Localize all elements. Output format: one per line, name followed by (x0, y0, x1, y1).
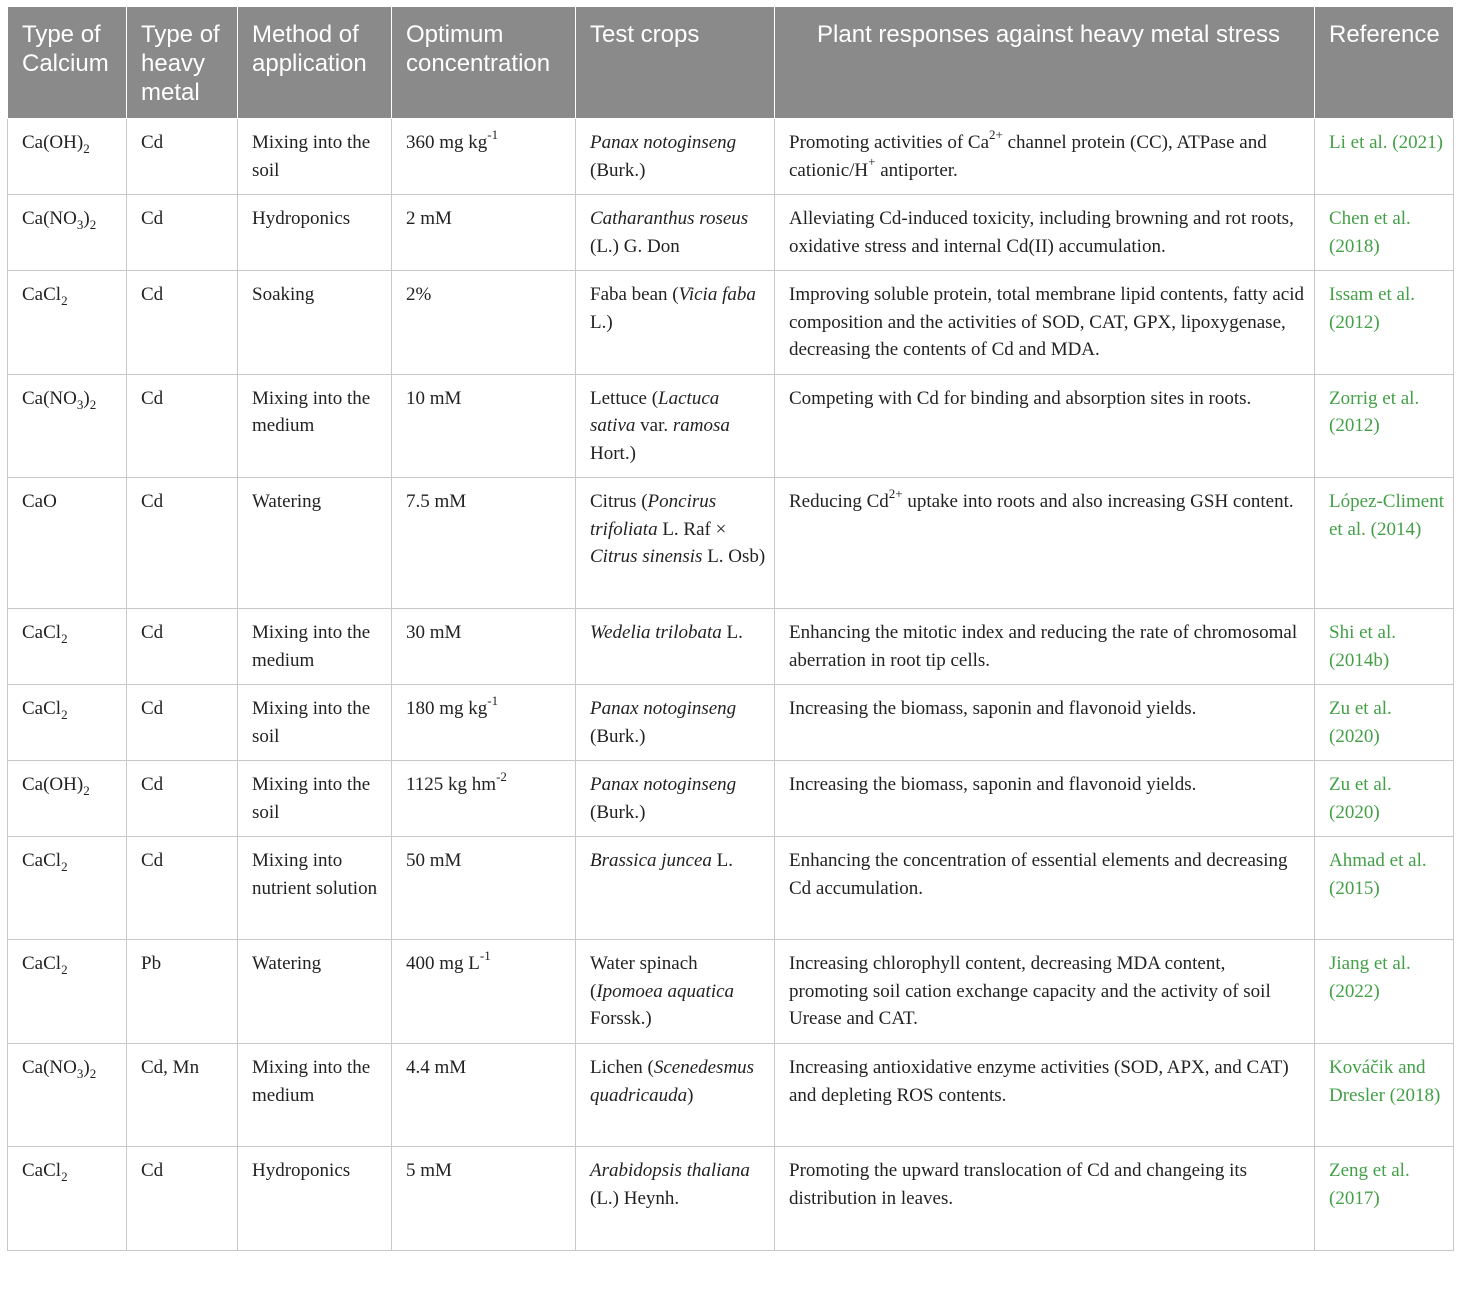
cell-test-crop: Arabidopsis thaliana (L.) Heynh. (576, 1147, 775, 1251)
table-row (8, 374, 1454, 478)
cell-plant-response: Increasing the biomass, saponin and flavonoid yields. (775, 761, 1315, 837)
calcium-heavy-metal-table (7, 7, 1454, 1251)
header-reference: Reference (1315, 7, 1454, 119)
cell-optimum-concentration: 5 mM (392, 1147, 576, 1251)
cell-plant-response: Increasing antioxidative enzyme activities (SOD, APX, and CAT) and depleting ROS contents. (775, 1044, 1315, 1147)
table-row (8, 685, 1454, 761)
table-header-row (8, 7, 1454, 119)
cell-method-of-application: Mixing into the medium (238, 374, 392, 478)
cell-plant-response: Increasing the biomass, saponin and flavonoid yields. (775, 685, 1315, 761)
cell-heavy-metal: Cd (127, 374, 238, 478)
cell-method-of-application: Mixing into the soil (238, 119, 392, 195)
cell-type-of-calcium: CaCl$_2$ (8, 940, 127, 1044)
cell-test-crop: Panax notoginseng (Burk.) (576, 119, 775, 195)
cell-test-crop: Catharanthus roseus (L.) G. Don (576, 195, 775, 271)
cell-method-of-application: Mixing into the medium (238, 609, 392, 685)
cell-test-crop: Wedelia trilobata L. (576, 609, 775, 685)
cell-heavy-metal: Cd, Mn (127, 1044, 238, 1147)
table-row (8, 761, 1454, 837)
cell-method-of-application: Mixing into the medium (238, 1044, 392, 1147)
cell-test-crop: Citrus (Poncirus trifoliata L. Raf × Citrus sinensis L. Osb) (576, 478, 775, 609)
cell-method-of-application: Hydroponics (238, 195, 392, 271)
cell-type-of-calcium: $Ca(NO_3)_2$ (8, 1044, 127, 1147)
header-method-of-application: Method of application (238, 7, 392, 119)
cell-type-of-calcium: CaO (8, 478, 127, 609)
cell-plant-response: Promoting activities of $Ca^{2+}$ channel protein (CC), ATPase and cationic/H+ antiporter. (775, 119, 1315, 195)
cell-test-crop: Lichen (Scenedesmus quadricauda) (576, 1044, 775, 1147)
cell-optimum-concentration: 4.4 mM (392, 1044, 576, 1147)
header-optimum-concentration: Optimum concentration (392, 7, 576, 119)
cell-optimum-concentration: 2 mM (392, 195, 576, 271)
cell-test-crop: Panax notoginseng (Burk.) (576, 685, 775, 761)
cell-method-of-application: Hydroponics (238, 1147, 392, 1251)
table-row (8, 609, 1454, 685)
cell-method-of-application: Soaking (238, 271, 392, 375)
cell-heavy-metal: Cd (127, 837, 238, 940)
cell-plant-response: Enhancing the mitotic index and reducing the rate of chromosomal aberration in root tip cells. (775, 609, 1315, 685)
cell-reference[interactable]: Ahmad et al. (2015) (1315, 837, 1454, 940)
table-row (8, 478, 1454, 609)
header-type-of-calcium: Type of Calcium (8, 7, 127, 119)
cell-plant-response: Increasing chlorophyll content, decreasing MDA content, promoting soil cation exchange capacity and the activity of soil Urease and CAT. (775, 940, 1315, 1044)
cell-reference[interactable]: Jiang et al. (2022) (1315, 940, 1454, 1044)
cell-heavy-metal: Cd (127, 609, 238, 685)
cell-type-of-calcium: $Ca(NO_3)_2$ (8, 374, 127, 478)
cell-optimum-concentration: 180 mg $kg^{-1}$ (392, 685, 576, 761)
cell-heavy-metal: Cd (127, 685, 238, 761)
cell-optimum-concentration: 400 mg $L^{-1}$ (392, 940, 576, 1044)
cell-type-of-calcium: CaCl$_2$ (8, 271, 127, 375)
table-row (8, 837, 1454, 940)
cell-type-of-calcium: CaCl$_2$ (8, 1147, 127, 1251)
cell-optimum-concentration: 30 mM (392, 609, 576, 685)
table-body (8, 119, 1454, 1251)
cell-heavy-metal: Cd (127, 761, 238, 837)
cell-optimum-concentration: 7.5 mM (392, 478, 576, 609)
cell-reference[interactable]: Zorrig et al. (2012) (1315, 374, 1454, 478)
cell-reference[interactable]: Shi et al. (2014b) (1315, 609, 1454, 685)
cell-plant-response: Alleviating Cd-induced toxicity, including browning and rot roots, oxidative stress and internal Cd(II) accumulation. (775, 195, 1315, 271)
cell-method-of-application: Mixing into nutrient solution (238, 837, 392, 940)
cell-test-crop: Lettuce (Lactuca sativa var. ramosa Hort.) (576, 374, 775, 478)
header-plant-responses: Plant responses against heavy metal stress (775, 7, 1315, 119)
cell-reference[interactable]: Zu et al. (2020) (1315, 685, 1454, 761)
cell-reference[interactable]: Issam et al. (2012) (1315, 271, 1454, 375)
cell-method-of-application: Mixing into the soil (238, 685, 392, 761)
header-test-crops: Test crops (576, 7, 775, 119)
cell-heavy-metal: Cd (127, 119, 238, 195)
cell-plant-response: Enhancing the concentration of essential elements and decreasing Cd accumulation. (775, 837, 1315, 940)
cell-optimum-concentration: 10 mM (392, 374, 576, 478)
cell-plant-response: Improving soluble protein, total membrane lipid contents, fatty acid composition and the activities of SOD, CAT, GPX, lipoxygenase, decreasing the contents of Cd and MDA. (775, 271, 1315, 375)
cell-plant-response: Competing with Cd for binding and absorption sites in roots. (775, 374, 1315, 478)
cell-reference[interactable]: Chen et al. (2018) (1315, 195, 1454, 271)
cell-optimum-concentration: 2% (392, 271, 576, 375)
cell-reference[interactable]: Li et al. (2021) (1315, 119, 1454, 195)
cell-type-of-calcium: $Ca(OH)_2$ (8, 761, 127, 837)
cell-reference[interactable]: López-Climent et al. (2014) (1315, 478, 1454, 609)
cell-optimum-concentration: 360 mg $kg^{-1}$ (392, 119, 576, 195)
cell-type-of-calcium: CaCl$_2$ (8, 685, 127, 761)
table-row (8, 1147, 1454, 1251)
cell-heavy-metal: Cd (127, 1147, 238, 1251)
cell-test-crop: Brassica juncea L. (576, 837, 775, 940)
cell-test-crop: Faba bean (Vicia faba L.) (576, 271, 775, 375)
table-row (8, 271, 1454, 375)
cell-method-of-application: Watering (238, 940, 392, 1044)
cell-heavy-metal: Cd (127, 271, 238, 375)
cell-heavy-metal: Cd (127, 478, 238, 609)
cell-reference[interactable]: Kováčik and Dresler (2018) (1315, 1044, 1454, 1147)
table-row (8, 940, 1454, 1044)
cell-reference[interactable]: Zeng et al. (2017) (1315, 1147, 1454, 1251)
cell-method-of-application: Mixing into the soil (238, 761, 392, 837)
cell-optimum-concentration: 50 mM (392, 837, 576, 940)
table-row (8, 195, 1454, 271)
cell-reference[interactable]: Zu et al. (2020) (1315, 761, 1454, 837)
cell-heavy-metal: Cd (127, 195, 238, 271)
cell-plant-response: Reducing $Cd^{2+}$ uptake into roots and also increasing GSH content. (775, 478, 1315, 609)
cell-type-of-calcium: $Ca(OH)_2$ (8, 119, 127, 195)
table-row (8, 119, 1454, 195)
cell-heavy-metal: Pb (127, 940, 238, 1044)
cell-method-of-application: Watering (238, 478, 392, 609)
cell-test-crop: Water spinach (Ipomoea aquatica Forssk.) (576, 940, 775, 1044)
cell-plant-response: Promoting the upward translocation of Cd and changeing its distribution in leaves. (775, 1147, 1315, 1251)
header-type-of-heavy-metal: Type of heavy metal (127, 7, 238, 119)
cell-test-crop: Panax notoginseng (Burk.) (576, 761, 775, 837)
cell-type-of-calcium: $Ca(NO_3)_2$ (8, 195, 127, 271)
cell-type-of-calcium: CaCl$_2$ (8, 837, 127, 940)
cell-type-of-calcium: CaCl$_2$ (8, 609, 127, 685)
table-row (8, 1044, 1454, 1147)
cell-optimum-concentration: 1125 kg $hm^{-2}$ (392, 761, 576, 837)
